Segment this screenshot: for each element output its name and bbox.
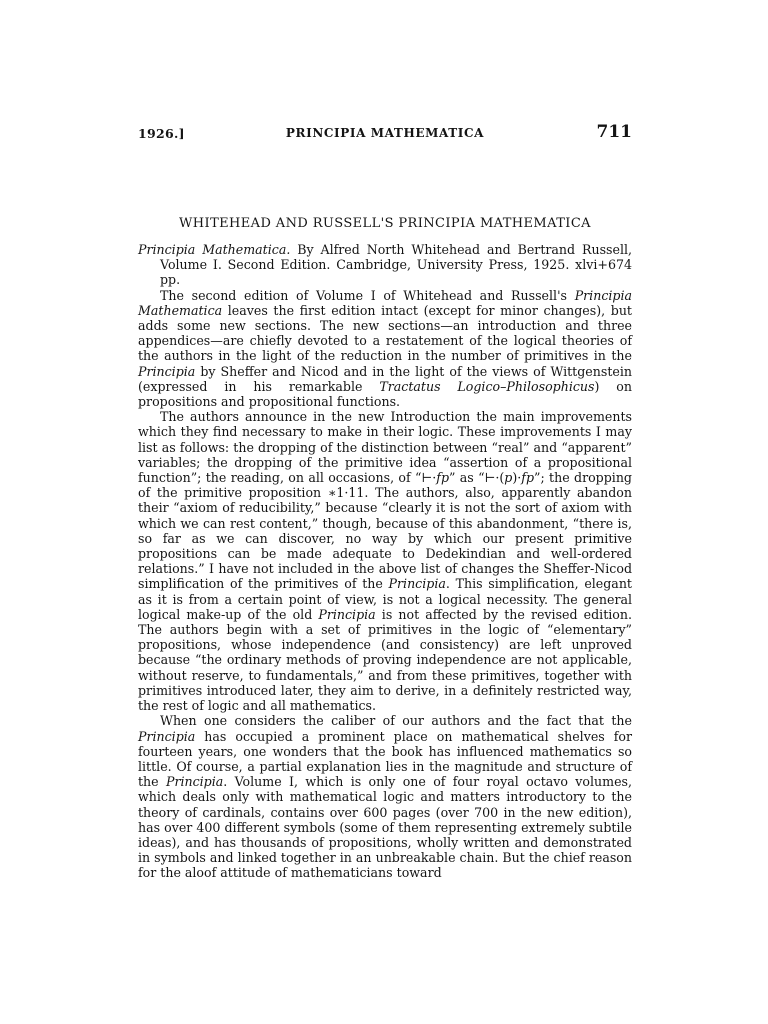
book-citation: [138, 242, 632, 288]
italic-run: Principia: [388, 576, 446, 592]
italic-run: Tractatus Logico–Philosophicus: [379, 378, 595, 394]
page: [138, 122, 632, 881]
running-header: [138, 122, 632, 146]
text-run: has occupied a prominent place on mathematical shelves for fourteen years, one wonders that the book has influenced mathematics so little. Of course, a partial explanation lies in the magnitude and structure of the: [138, 728, 632, 790]
page-number: 711: [596, 122, 632, 142]
article-title: WHITEHEAD AND RUSSELL'S PRINCIPIA MATHEMATICA: [179, 216, 591, 231]
italic-run: fp: [436, 470, 450, 486]
running-title: PRINCIPIA MATHEMATICA: [285, 126, 485, 140]
text-run: . This simplification, elegant as it is from a certain point of view, is not a logical necessity. The general logical make-up of the old: [138, 576, 632, 622]
text-run: by Sheffer and Nicod and in the light of the views of Wittgenstein (expressed in his remarkable: [138, 363, 632, 394]
text-run: )·: [512, 470, 522, 486]
text-run: ” as “⊢·(: [449, 470, 505, 486]
text-run: . Volume I, which is only one of four royal octavo volumes, which deals only with mathematical logic and matters introductory to the theory of cardinals, contains over 600 pages (over 700 in the new edition), has over 400 different symbols (some of them representing extremely subtile ideas), and has thousands of propositions, wholly written and demonstrated in symbols and linked together in an unbreakable chain. But the chief reason for the aloof attitude of mathematicians toward: [138, 774, 632, 881]
text-run: ) on propositions and propositional functions.: [138, 378, 632, 410]
italic-run: Principia: [138, 363, 196, 379]
text-run: The authors announce in the new Introduction the main improvements which they find necessary to make in their logic. These improvements I may list as follows: the dropping of the distinction between “real” and “apparent” variables; the dropping of the primitive idea “assertion of a propositional function”; the reading, on all occasions, of “⊢·: [138, 409, 632, 486]
citation-details: By Alfred North Whitehead and Bertrand Russell, Volume I. Second Edition. Cambridge, University Press, 1925. xlvi+674 pp.: [160, 242, 633, 288]
header-year: 1926.]: [138, 126, 185, 141]
text-run: ”; the dropping of the primitive proposition ∗1·11. The authors, also, apparently abandon their “axiom of reducibility,” because “clearly it is not the sort of axiom with which we can rest content,” though, because of this abandonment, “there is, so far as we can discover, no way by which our present primitive propositions can be made adequate to Dedekindian and well-ordered relations.” I have not included in the above list of changes the Sheffer-Nicod simplification of the primitives of the: [138, 470, 632, 592]
paragraph-1: [138, 288, 632, 410]
text-run: leaves the first edition intact (except for minor changes), but adds some new sections. The new sections—an introduction and three appendices—are chiefly devoted to a restatement of the logical theories of the authors in the light of the reduction in the number of primitives in the: [138, 302, 632, 364]
paragraph-2: [138, 409, 632, 713]
text-run: When one considers the caliber of our authors and the fact that the: [160, 713, 632, 729]
italic-run: Principia: [318, 606, 376, 622]
citation-book-title: Principia Mathematica.: [138, 242, 291, 257]
italic-run: fp: [521, 470, 535, 486]
text-run: is not affected by the revised edition. The authors begin with a set of primitives in the logic of “elementary” propositions, whose independence (and consistency) are left unproved because “the ordinary methods of proving independence are not applicable, without reserve, to fundamentals,” and from these primitives, together with primitives introduced later, they aim to derive, in a definitely restricted way, the rest of logic and all mathematics.: [138, 606, 632, 714]
italic-run: Principia: [165, 774, 224, 790]
italic-run: Principia: [138, 728, 196, 744]
text-run: The second edition of Volume I of Whitehead and Russell's: [160, 287, 575, 303]
paragraph-3: [138, 713, 632, 880]
italic-run: p: [504, 470, 513, 486]
italic-run: Principia Mathematica: [138, 287, 632, 318]
